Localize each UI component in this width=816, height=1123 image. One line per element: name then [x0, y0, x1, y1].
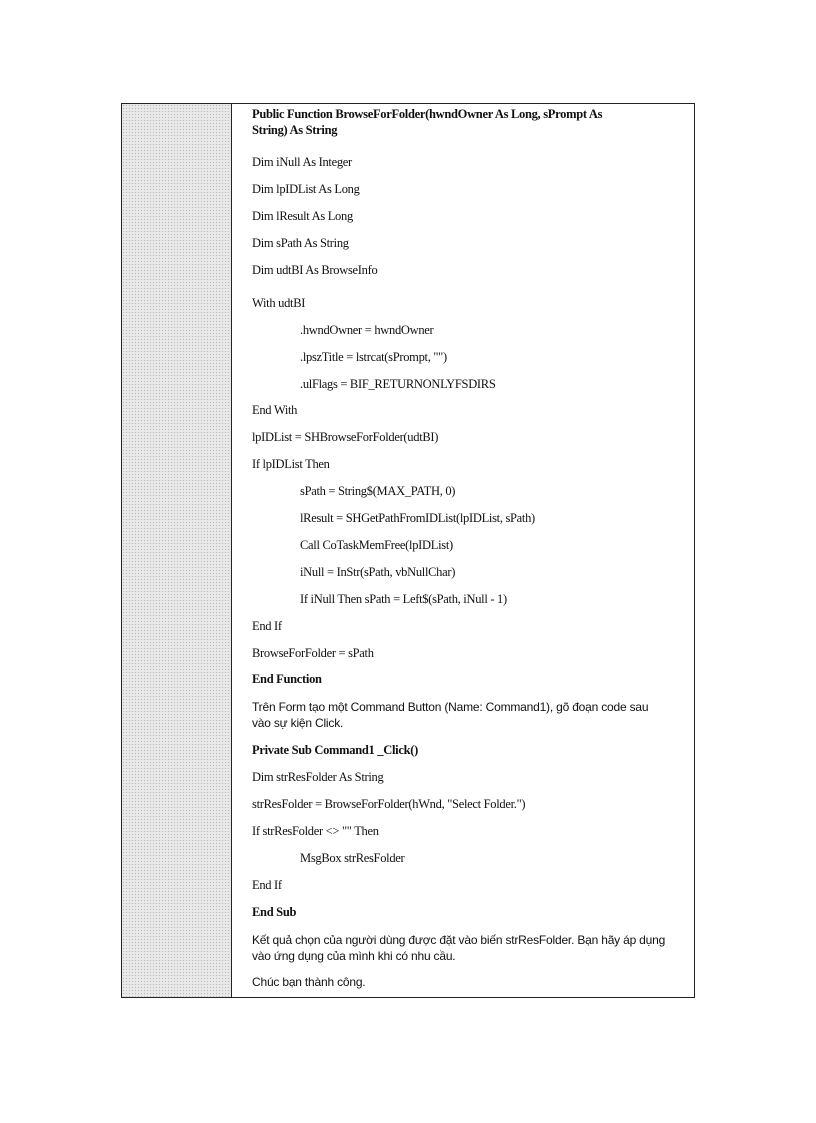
content-table — [121, 103, 695, 998]
code-line: Call CoTaskMemFree(lpIDList) — [300, 538, 453, 552]
function-signature: Public Function BrowseForFolder(hwndOwner As Long, sPrompt As — [252, 107, 603, 121]
closing-line: Chúc bạn thành công. — [252, 975, 366, 989]
code-line: MsgBox strResFolder — [300, 851, 405, 865]
end-sub: End Sub — [252, 905, 297, 919]
code-line: If iNull Then sPath = Left$(sPath, iNull - 1) — [300, 592, 507, 606]
code-line: iNull = InStr(sPath, vbNullChar) — [300, 565, 456, 579]
code-line: With udtBI — [252, 296, 306, 310]
code-line: Dim strResFolder As String — [252, 770, 384, 784]
code-line: Dim iNull As Integer — [252, 155, 352, 169]
code-line: .hwndOwner = hwndOwner — [300, 323, 434, 337]
code-line: Dim sPath As String — [252, 236, 349, 250]
function-signature-cont: String) As String — [252, 123, 338, 137]
code-line: strResFolder = BrowseForFolder(hWnd, "Select Folder.") — [252, 797, 526, 811]
sub-signature: Private Sub Command1 _Click() — [252, 743, 418, 757]
code-line: If lpIDList Then — [252, 457, 330, 471]
code-line: Dim lpIDList As Long — [252, 182, 360, 196]
code-line: End With — [252, 403, 298, 417]
code-line: If strResFolder <> "" Then — [252, 824, 379, 838]
code-line: End If — [252, 878, 282, 892]
conclusion-line: Kết quả chọn của người dùng được đặt vào biến strResFolder. Bạn hãy áp dụng — [252, 933, 666, 947]
conclusion-line: vào ứng dụng của mình khi có nhu cầu. — [252, 949, 456, 963]
code-line: .lpszTitle = lstrcat(sPrompt, "") — [300, 350, 447, 364]
code-line: Dim lResult As Long — [252, 209, 353, 223]
instruction-line: Trên Form tạo một Command Button (Name: Command1), gõ đoạn code sau — [252, 700, 649, 714]
instruction-line: vào sự kiện Click. — [252, 716, 344, 730]
code-line: Dim udtBI As BrowseInfo — [252, 263, 378, 277]
code-line: End If — [252, 619, 282, 633]
code-line: BrowseForFolder = sPath — [252, 646, 374, 660]
code-line: sPath = String$(MAX_PATH, 0) — [300, 484, 456, 498]
end-function: End Function — [252, 672, 322, 686]
code-cell — [252, 104, 680, 997]
shaded-side-column — [122, 104, 232, 997]
code-line: lResult = SHGetPathFromIDList(lpIDList, sPath) — [300, 511, 535, 525]
code-line: .ulFlags = BIF_RETURNONLYFSDIRS — [300, 377, 496, 391]
code-line: lpIDList = SHBrowseForFolder(udtBI) — [252, 430, 439, 444]
